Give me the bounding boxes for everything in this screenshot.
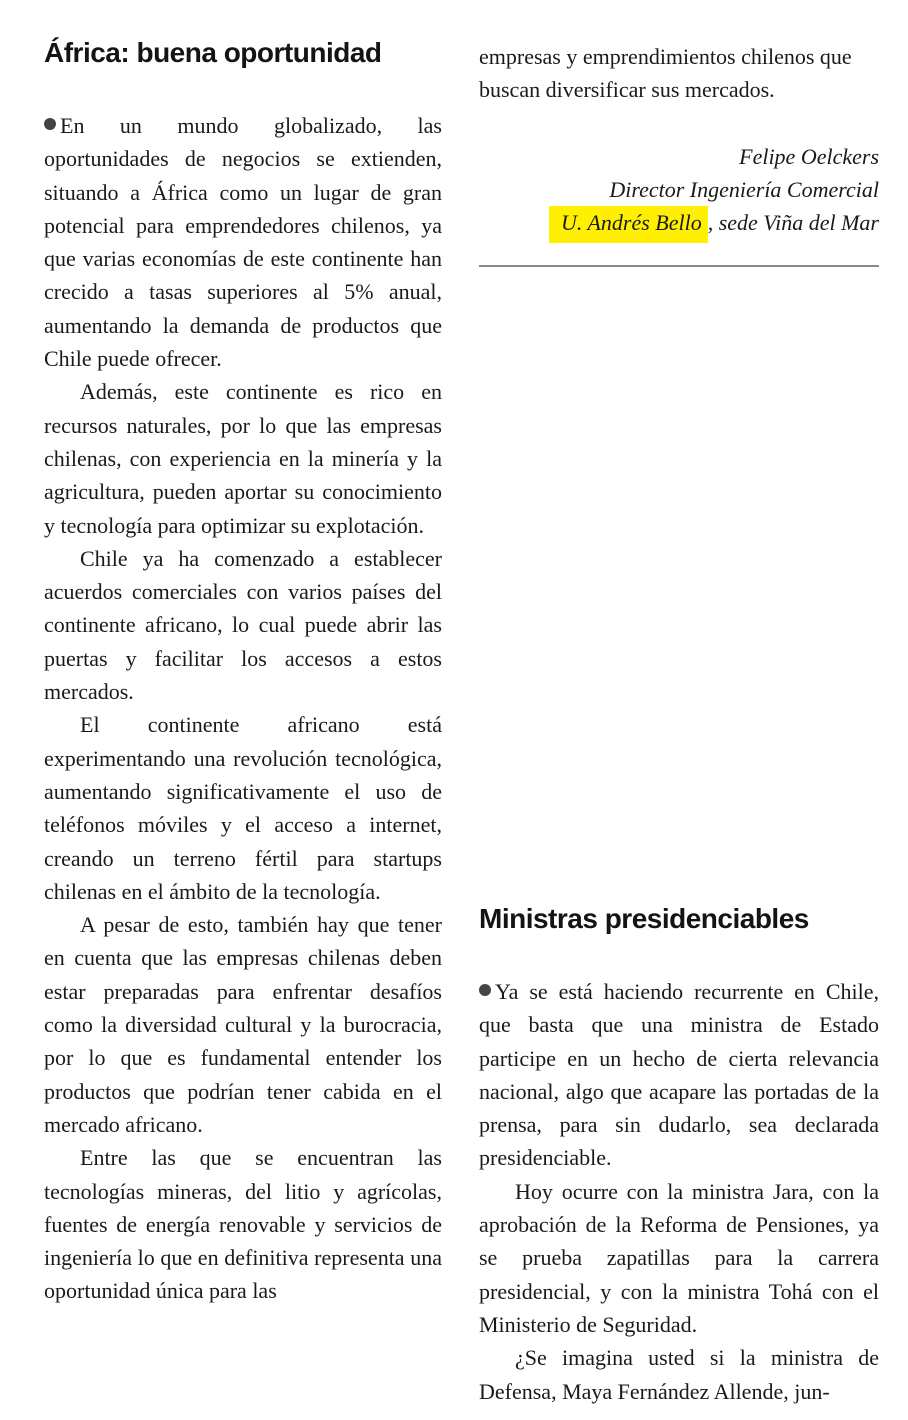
paragraph: Hoy ocurre con la ministra Jara, con la aprobación de la Reforma de Pensiones, ya se prueba zapatillas para la carrera presidencial, y con la ministra Tohá con el Ministerio de Seguridad. xyxy=(479,1178,879,1337)
paragraph: El continente africano está experimentando una revolución tecnológica, aumentando significativamente el uso de teléfonos móviles y el acceso a internet, creando un terreno fértil para startups chilenas en el ámbito de la tecnología. xyxy=(44,712,442,904)
article-body-ministras xyxy=(479,975,879,1408)
paragraph: ¿Se imagina usted si la ministra de Defensa, Maya Fernández Allende, jun- xyxy=(479,1345,879,1404)
bullet-icon xyxy=(44,118,56,130)
article-title-ministras: Ministras presidenciables xyxy=(479,903,809,934)
paragraph: Entre las que se encuentran las tecnologías mineras, del litio y agrícolas, fuentes de energía renovable y servicios de ingeniería lo que en definitiva representa una oportunidad única para las xyxy=(44,1145,442,1304)
paragraph: A pesar de esto, también hay que tener en cuenta que las empresas chilenas deben estar preparadas para enfrentar desafíos como la diversidad cultural y la burocracia, por lo que es fundamental entender los productos que podrían tener cabida en el mercado africano. xyxy=(44,912,442,1137)
section-divider xyxy=(479,265,879,267)
paragraph: empresas y emprendimientos chilenos que buscan diversificar sus mercados. xyxy=(479,44,852,103)
author-signature xyxy=(561,140,879,239)
paragraph: Chile ya ha comenzado a establecer acuerdos comerciales con varios países del continente africano, lo cual puede abrir las puertas y facilitar los accesos a estos mercados. xyxy=(44,545,442,705)
article-body-africa xyxy=(44,109,442,1308)
paragraph: Además, este continente es rico en recursos naturales, por lo que las empresas chilenas, con experiencia en la minería y la agricultura, pueden aportar su conocimiento y tecnología para optimizar su explotación. xyxy=(44,379,442,538)
paragraph: Ya se está haciendo recurrente en Chile, que basta que una ministra de Estado participe en un hecho de cierta relevancia nacional, algo que acapare las portadas de la prensa, para sin dudarlo, sea declarada presidenciable. xyxy=(479,979,879,1171)
author-institution: U. Andrés Bello , sede Viña del Mar xyxy=(561,206,879,239)
author-role: Director Ingeniería Comercial xyxy=(609,177,879,202)
highlighted-institution: U. Andrés Bello xyxy=(549,206,708,243)
author-name: Felipe Oelckers xyxy=(739,144,879,169)
article-title-africa: África: buena oportunidad xyxy=(44,37,382,68)
bullet-icon xyxy=(479,984,491,996)
article-continuation xyxy=(479,40,879,107)
paragraph: En un mundo globalizado, las oportunidades de negocios se extienden, situando a África como un lugar de gran potencial para emprendedores chilenos, ya que varias economías de este continente han crecido a tasas superiores al 5% anual, aumentando la demanda de productos que Chile puede ofrecer. xyxy=(44,113,442,372)
